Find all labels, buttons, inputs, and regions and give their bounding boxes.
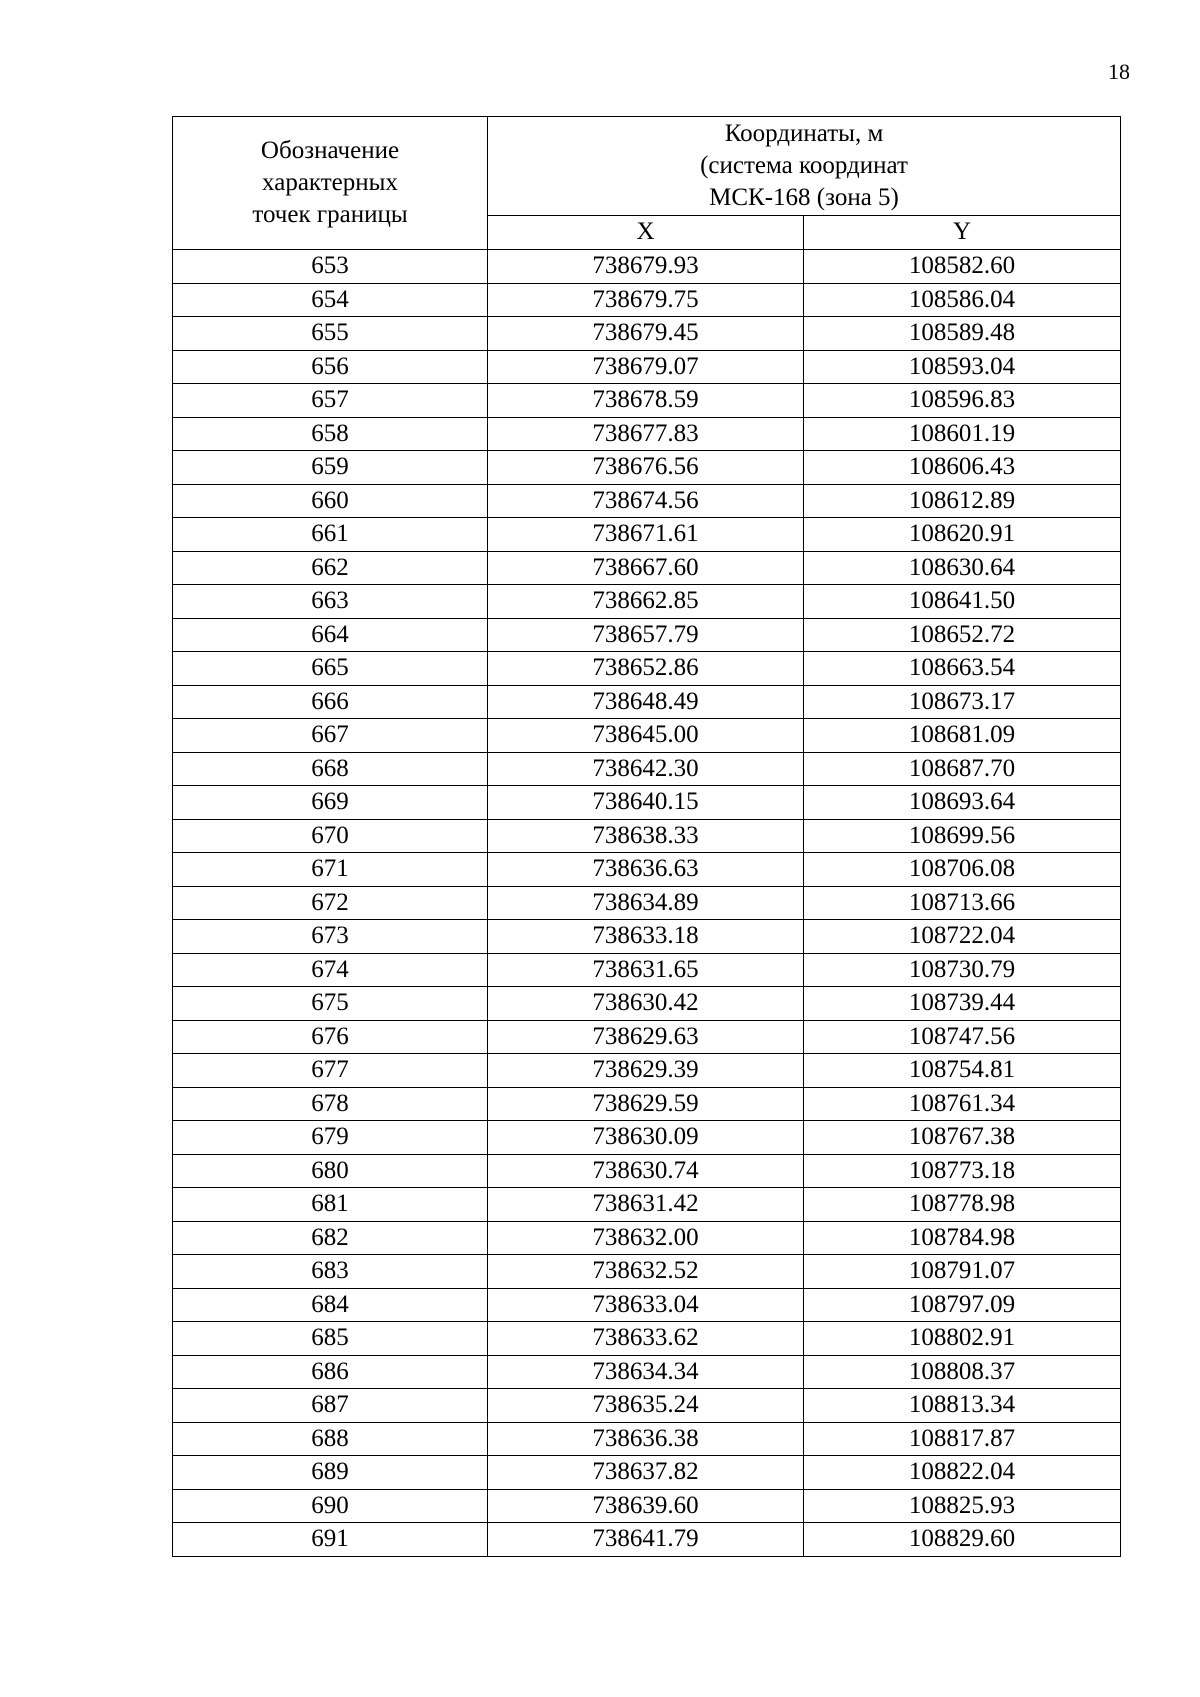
table-row (173, 518, 1121, 552)
table-row (173, 752, 1121, 786)
y-coordinate-cell: 108747.56 (804, 1020, 1121, 1054)
point-cell: 680 (173, 1154, 488, 1188)
point-cell: 656 (173, 350, 488, 384)
point-cell: 670 (173, 819, 488, 853)
table-row (173, 1221, 1121, 1255)
x-coordinate-cell: 738629.63 (488, 1020, 804, 1054)
y-coordinate-cell: 108663.54 (804, 652, 1121, 686)
table-row (173, 819, 1121, 853)
table-row (173, 953, 1121, 987)
x-coordinate-cell: 738674.56 (488, 484, 804, 518)
point-cell: 673 (173, 920, 488, 954)
x-coordinate-cell: 738678.59 (488, 384, 804, 418)
x-coordinate-cell: 738679.75 (488, 283, 804, 317)
point-header-line: характерных (262, 169, 398, 196)
y-coordinate-cell: 108673.17 (804, 685, 1121, 719)
x-coordinate-cell: 738629.59 (488, 1087, 804, 1121)
x-coordinate-cell: 738633.62 (488, 1322, 804, 1356)
x-coordinate-cell: 738630.74 (488, 1154, 804, 1188)
y-coordinate-cell: 108582.60 (804, 250, 1121, 284)
y-coordinate-cell: 108825.93 (804, 1489, 1121, 1523)
table-row (173, 283, 1121, 317)
table-row (173, 1456, 1121, 1490)
table-row (173, 1489, 1121, 1523)
table-row (173, 786, 1121, 820)
point-cell: 663 (173, 585, 488, 619)
x-coordinate-cell: 738636.63 (488, 853, 804, 887)
table-row (173, 719, 1121, 753)
point-designation-header (173, 117, 488, 250)
point-cell: 653 (173, 250, 488, 284)
y-coordinate-cell: 108630.64 (804, 551, 1121, 585)
y-coordinate-cell: 108589.48 (804, 317, 1121, 351)
table-row (173, 551, 1121, 585)
y-coordinate-cell: 108730.79 (804, 953, 1121, 987)
x-coordinate-cell: 738636.38 (488, 1422, 804, 1456)
table-row (173, 1087, 1121, 1121)
x-coordinate-cell: 738652.86 (488, 652, 804, 686)
x-coordinate-cell: 738677.83 (488, 417, 804, 451)
x-coordinate-cell: 738679.93 (488, 250, 804, 284)
table-row (173, 1188, 1121, 1222)
table-row (173, 853, 1121, 887)
table-row (173, 886, 1121, 920)
coordinates-header (488, 117, 1121, 216)
table-header (173, 117, 1121, 250)
x-coordinate-cell: 738648.49 (488, 685, 804, 719)
y-coordinate-cell: 108606.43 (804, 451, 1121, 485)
coords-header-line: МСК-168 (зона 5) (709, 183, 899, 211)
table-row (173, 317, 1121, 351)
y-coordinate-cell: 108822.04 (804, 1456, 1121, 1490)
x-coordinate-cell: 738637.82 (488, 1456, 804, 1490)
page-number: 18 (1108, 59, 1130, 84)
table-row (173, 1121, 1121, 1155)
table-row (173, 417, 1121, 451)
x-coordinate-cell: 738638.33 (488, 819, 804, 853)
x-coordinate-cell: 738634.34 (488, 1355, 804, 1389)
y-coordinate-cell: 108797.09 (804, 1288, 1121, 1322)
y-coordinate-cell: 108784.98 (804, 1221, 1121, 1255)
point-cell: 681 (173, 1188, 488, 1222)
y-coordinate-cell: 108687.70 (804, 752, 1121, 786)
y-coordinate-cell: 108596.83 (804, 384, 1121, 418)
table-row (173, 1322, 1121, 1356)
y-coordinate-cell: 108706.08 (804, 853, 1121, 887)
x-coordinate-cell: 738630.42 (488, 987, 804, 1021)
y-coordinate-cell: 108739.44 (804, 987, 1121, 1021)
y-coordinate-cell: 108802.91 (804, 1322, 1121, 1356)
point-cell: 672 (173, 886, 488, 920)
table-row (173, 585, 1121, 619)
y-coordinate-cell: 108601.19 (804, 417, 1121, 451)
table-row (173, 1355, 1121, 1389)
table-row (173, 1422, 1121, 1456)
x-coordinate-cell: 738662.85 (488, 585, 804, 619)
point-cell: 669 (173, 786, 488, 820)
point-cell: 658 (173, 417, 488, 451)
y-coordinate-cell: 108817.87 (804, 1422, 1121, 1456)
table-row (173, 1288, 1121, 1322)
point-cell: 677 (173, 1054, 488, 1088)
point-cell: 679 (173, 1121, 488, 1155)
table-body (173, 250, 1121, 1557)
point-cell: 678 (173, 1087, 488, 1121)
x-coordinate-cell: 738635.24 (488, 1389, 804, 1423)
y-coordinate-cell: 108652.72 (804, 618, 1121, 652)
x-coordinate-cell: 738642.30 (488, 752, 804, 786)
y-coordinate-cell: 108761.34 (804, 1087, 1121, 1121)
table-row (173, 1389, 1121, 1423)
y-coordinate-cell: 108767.38 (804, 1121, 1121, 1155)
point-cell: 684 (173, 1288, 488, 1322)
coordinates-table (172, 116, 1121, 1557)
table-row (173, 1020, 1121, 1054)
point-cell: 682 (173, 1221, 488, 1255)
point-cell: 691 (173, 1523, 488, 1557)
coords-header-line: Координаты, м (724, 119, 884, 147)
coords-header-line: (система координат (700, 151, 908, 179)
x-coordinate-cell: 738676.56 (488, 451, 804, 485)
y-coordinate-cell: 108620.91 (804, 518, 1121, 552)
point-cell: 664 (173, 618, 488, 652)
table-row (173, 618, 1121, 652)
point-cell: 655 (173, 317, 488, 351)
x-coordinate-cell: 738640.15 (488, 786, 804, 820)
x-coordinate-cell: 738632.00 (488, 1221, 804, 1255)
table-row (173, 384, 1121, 418)
point-cell: 688 (173, 1422, 488, 1456)
table-row (173, 685, 1121, 719)
point-cell: 675 (173, 987, 488, 1021)
point-cell: 659 (173, 451, 488, 485)
y-coordinate-cell: 108808.37 (804, 1355, 1121, 1389)
point-cell: 660 (173, 484, 488, 518)
y-coordinate-cell: 108612.89 (804, 484, 1121, 518)
y-coordinate-cell: 108722.04 (804, 920, 1121, 954)
point-cell: 683 (173, 1255, 488, 1289)
y-coordinate-cell: 108791.07 (804, 1255, 1121, 1289)
point-cell: 665 (173, 652, 488, 686)
point-header-line: Обозначение (260, 137, 400, 164)
x-coordinate-cell: 738633.18 (488, 920, 804, 954)
x-coordinate-cell: 738633.04 (488, 1288, 804, 1322)
point-cell: 687 (173, 1389, 488, 1423)
x-coordinate-cell: 738671.61 (488, 518, 804, 552)
y-coordinate-cell: 108681.09 (804, 719, 1121, 753)
point-cell: 668 (173, 752, 488, 786)
table-row (173, 1054, 1121, 1088)
table-row (173, 350, 1121, 384)
table-row (173, 920, 1121, 954)
table-row (173, 1154, 1121, 1188)
point-cell: 674 (173, 953, 488, 987)
table-row (173, 1255, 1121, 1289)
point-cell: 676 (173, 1020, 488, 1054)
y-coordinate-cell: 108699.56 (804, 819, 1121, 853)
table-row (173, 484, 1121, 518)
table-row (173, 1523, 1121, 1557)
point-cell: 654 (173, 283, 488, 317)
point-cell: 666 (173, 685, 488, 719)
x-coordinate-cell: 738632.52 (488, 1255, 804, 1289)
point-cell: 685 (173, 1322, 488, 1356)
x-coordinate-cell: 738645.00 (488, 719, 804, 753)
y-column-header: Y (804, 215, 1121, 249)
x-coordinate-cell: 738630.09 (488, 1121, 804, 1155)
y-coordinate-cell: 108829.60 (804, 1523, 1121, 1557)
x-coordinate-cell: 738641.79 (488, 1523, 804, 1557)
point-cell: 662 (173, 551, 488, 585)
table-row (173, 250, 1121, 284)
x-coordinate-cell: 738634.89 (488, 886, 804, 920)
y-coordinate-cell: 108593.04 (804, 350, 1121, 384)
table-row (173, 987, 1121, 1021)
point-cell: 690 (173, 1489, 488, 1523)
point-cell: 657 (173, 384, 488, 418)
y-coordinate-cell: 108813.34 (804, 1389, 1121, 1423)
x-coordinate-cell: 738631.65 (488, 953, 804, 987)
x-coordinate-cell: 738629.39 (488, 1054, 804, 1088)
y-coordinate-cell: 108641.50 (804, 585, 1121, 619)
point-cell: 661 (173, 518, 488, 552)
x-column-header: X (488, 215, 804, 249)
point-cell: 667 (173, 719, 488, 753)
x-coordinate-cell: 738639.60 (488, 1489, 804, 1523)
y-coordinate-cell: 108778.98 (804, 1188, 1121, 1222)
y-coordinate-cell: 108754.81 (804, 1054, 1121, 1088)
x-coordinate-cell: 738679.07 (488, 350, 804, 384)
point-cell: 686 (173, 1355, 488, 1389)
table-row (173, 652, 1121, 686)
x-coordinate-cell: 738679.45 (488, 317, 804, 351)
y-coordinate-cell: 108693.64 (804, 786, 1121, 820)
y-coordinate-cell: 108773.18 (804, 1154, 1121, 1188)
y-coordinate-cell: 108586.04 (804, 283, 1121, 317)
point-header-line: точек границы (252, 201, 408, 228)
y-coordinate-cell: 108713.66 (804, 886, 1121, 920)
x-coordinate-cell: 738667.60 (488, 551, 804, 585)
point-cell: 671 (173, 853, 488, 887)
x-coordinate-cell: 738657.79 (488, 618, 804, 652)
x-coordinate-cell: 738631.42 (488, 1188, 804, 1222)
point-cell: 689 (173, 1456, 488, 1490)
table-row (173, 451, 1121, 485)
